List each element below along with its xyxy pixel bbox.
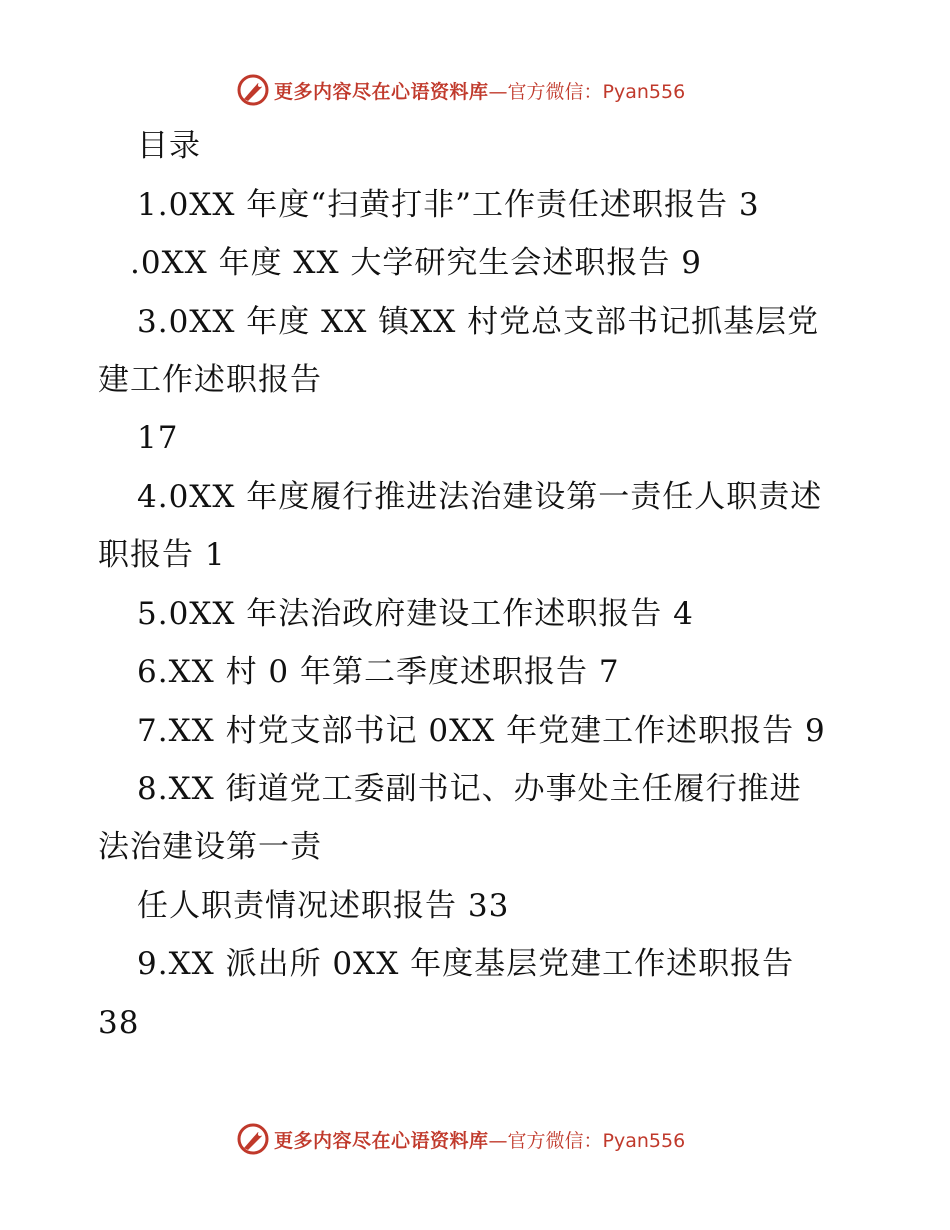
toc-line: 1.0XX 年度“扫黄打非”工作责任述职报告 3 [137,187,760,223]
toc-line: 3.0XX 年度 XX 镇XX 村党总支部书记抓基层党 [137,304,820,340]
watermark-wechat: —官方微信：Pyan556 [488,80,686,103]
toc-heading: 目录 [137,128,201,164]
watermark-wechat: —官方微信：Pyan556 [488,1129,686,1152]
pen-logo-icon [236,73,270,107]
toc-line: 建工作述职报告 [98,362,322,398]
watermark-text: 更多内容尽在心语资料库 [274,1129,489,1152]
toc-line: 9.XX 派出所 0XX 年度基层党建工作述职报告 [137,946,795,982]
toc-line: .0XX 年度 XX 大学研究生会述职报告 9 [130,245,702,281]
toc-line: 职报告 1 [98,537,226,573]
watermark-text: 更多内容尽在心语资料库 [274,80,489,103]
toc-line: 17 [137,420,179,456]
toc-line: 法治建设第一责 [98,829,322,865]
toc-line: 4.0XX 年度履行推进法治建设第一责任人职责述 [137,479,823,515]
toc-line: 38 [98,1005,140,1041]
toc-line: 8.XX 街道党工委副书记、办事处主任履行推进 [137,771,802,807]
toc-line: 6.XX 村 0 年第二季度述职报告 7 [137,654,620,690]
watermark-banner-top [236,73,685,107]
pen-logo-icon [236,1122,270,1156]
toc-line: 5.0XX 年法治政府建设工作述职报告 4 [137,596,694,632]
watermark-banner-bottom [236,1122,685,1156]
toc-line: 7.XX 村党支部书记 0XX 年党建工作述职报告 9 [137,713,826,749]
toc-line: 任人职责情况述职报告 33 [137,888,510,924]
